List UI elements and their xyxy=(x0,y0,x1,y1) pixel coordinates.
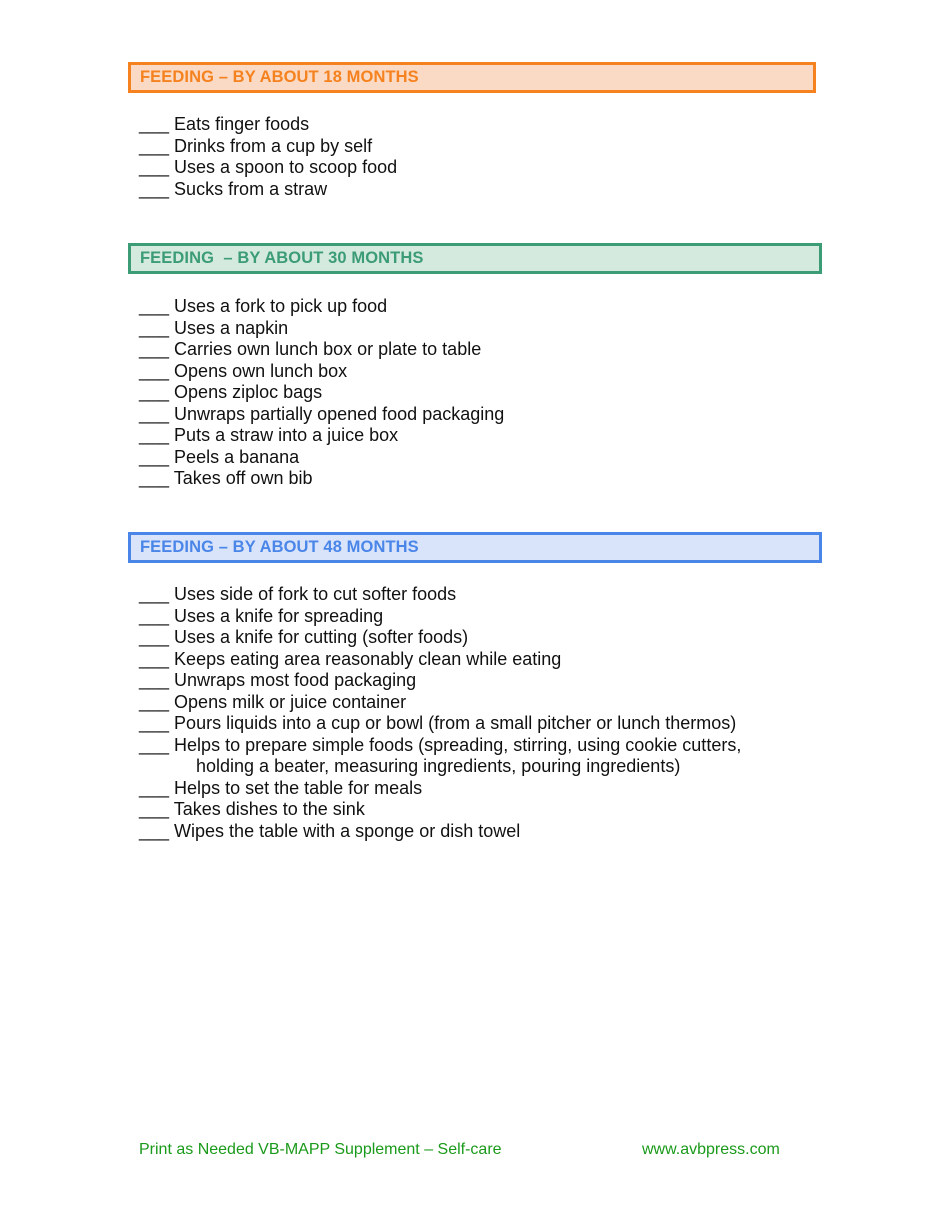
blank-line: ___ xyxy=(139,296,175,316)
blank-line: ___ xyxy=(139,777,175,798)
checklist-30-months xyxy=(139,296,504,490)
footer-url: www.avbpress.com xyxy=(642,1141,780,1158)
checklist-item xyxy=(139,339,504,361)
item-text: Uses a napkin xyxy=(174,317,289,338)
blank-line: ___ xyxy=(139,820,175,841)
blank-line: ___ xyxy=(139,648,175,669)
item-text: Takes off own bib xyxy=(173,468,313,488)
blank-line: ___ xyxy=(139,382,175,402)
blank-line: ___ xyxy=(139,584,175,604)
checklist-item xyxy=(139,318,504,340)
item-text-continuation: holding a beater, measuring ingredients, pouring ingredients) xyxy=(196,756,681,776)
checklist-item xyxy=(139,692,741,714)
section-header-18-months: FEEDING – BY ABOUT 18 MONTHS xyxy=(128,62,816,93)
blank-line: ___ xyxy=(139,468,174,488)
checklist-item xyxy=(139,179,397,201)
blank-line: ___ xyxy=(139,425,175,445)
checklist-item xyxy=(139,114,397,136)
item-text: Peels a banana xyxy=(174,446,300,467)
blank-line: ___ xyxy=(139,178,175,199)
checklist-item xyxy=(139,404,504,426)
item-text: Uses a knife for spreading xyxy=(174,605,384,626)
checklist-item xyxy=(139,627,741,649)
checklist-item xyxy=(139,799,741,821)
item-text: Drinks from a cup by self xyxy=(174,135,373,156)
checklist-item xyxy=(139,606,741,628)
checklist-item xyxy=(139,468,504,490)
checklist-item xyxy=(139,361,504,383)
blank-line: ___ xyxy=(139,157,175,177)
item-text: Opens milk or juice container xyxy=(174,691,407,712)
blank-line: ___ xyxy=(139,627,175,647)
item-text: Unwraps most food packaging xyxy=(174,670,417,690)
blank-line: ___ xyxy=(139,734,175,755)
checklist-item xyxy=(139,584,741,606)
item-text: Uses a knife for cutting (softer foods) xyxy=(174,627,469,647)
blank-line: ___ xyxy=(139,317,175,338)
blank-line: ___ xyxy=(139,691,175,712)
item-text: Eats finger foods xyxy=(174,114,310,134)
section-header-30-months: FEEDING – BY ABOUT 30 MONTHS xyxy=(128,243,822,274)
item-text: Opens own lunch box xyxy=(174,360,348,381)
checklist-18-months xyxy=(139,114,397,200)
item-text: Carries own lunch box or plate to table xyxy=(174,339,482,359)
item-text: Sucks from a straw xyxy=(174,178,328,199)
blank-line: ___ xyxy=(139,799,174,819)
blank-line: ___ xyxy=(139,446,175,467)
blank-line: ___ xyxy=(139,605,175,626)
item-text: Uses a spoon to scoop food xyxy=(174,157,398,177)
checklist-item xyxy=(139,425,504,447)
footer-title: Print as Needed VB-MAPP Supplement – Self-care xyxy=(139,1141,502,1158)
checklist-item xyxy=(139,447,504,469)
item-text: Uses a fork to pick up food xyxy=(174,296,388,316)
item-text: Opens ziploc bags xyxy=(174,382,323,402)
item-text: Helps to prepare simple foods (spreading, stirring, using cookie cutters, xyxy=(174,734,742,755)
checklist-item xyxy=(139,713,741,735)
blank-line: ___ xyxy=(139,114,175,134)
item-text: Keeps eating area reasonably clean while eating xyxy=(174,648,562,669)
blank-line: ___ xyxy=(139,339,175,359)
blank-line: ___ xyxy=(139,713,175,733)
item-text: Wipes the table with a sponge or dish towel xyxy=(174,820,521,841)
blank-line: ___ xyxy=(139,403,175,424)
item-text: Takes dishes to the sink xyxy=(173,799,365,819)
checklist-item xyxy=(139,778,741,800)
checklist-item xyxy=(139,382,504,404)
checklist-item xyxy=(139,670,741,692)
item-text: Helps to set the table for meals xyxy=(174,777,423,798)
item-text: Puts a straw into a juice box xyxy=(174,425,399,445)
checklist-item xyxy=(139,735,741,778)
blank-line: ___ xyxy=(139,360,175,381)
checklist-item xyxy=(139,157,397,179)
item-text: Unwraps partially opened food packaging xyxy=(174,403,505,424)
item-text: Pours liquids into a cup or bowl (from a small pitcher or lunch thermos) xyxy=(174,713,737,733)
blank-line: ___ xyxy=(139,670,175,690)
checklist-item xyxy=(139,821,741,843)
checklist-item xyxy=(139,296,504,318)
section-header-48-months: FEEDING – BY ABOUT 48 MONTHS xyxy=(128,532,822,563)
checklist-item xyxy=(139,649,741,671)
item-text: Uses side of fork to cut softer foods xyxy=(174,584,457,604)
checklist-48-months xyxy=(139,584,741,842)
blank-line: ___ xyxy=(139,135,175,156)
checklist-item xyxy=(139,136,397,158)
